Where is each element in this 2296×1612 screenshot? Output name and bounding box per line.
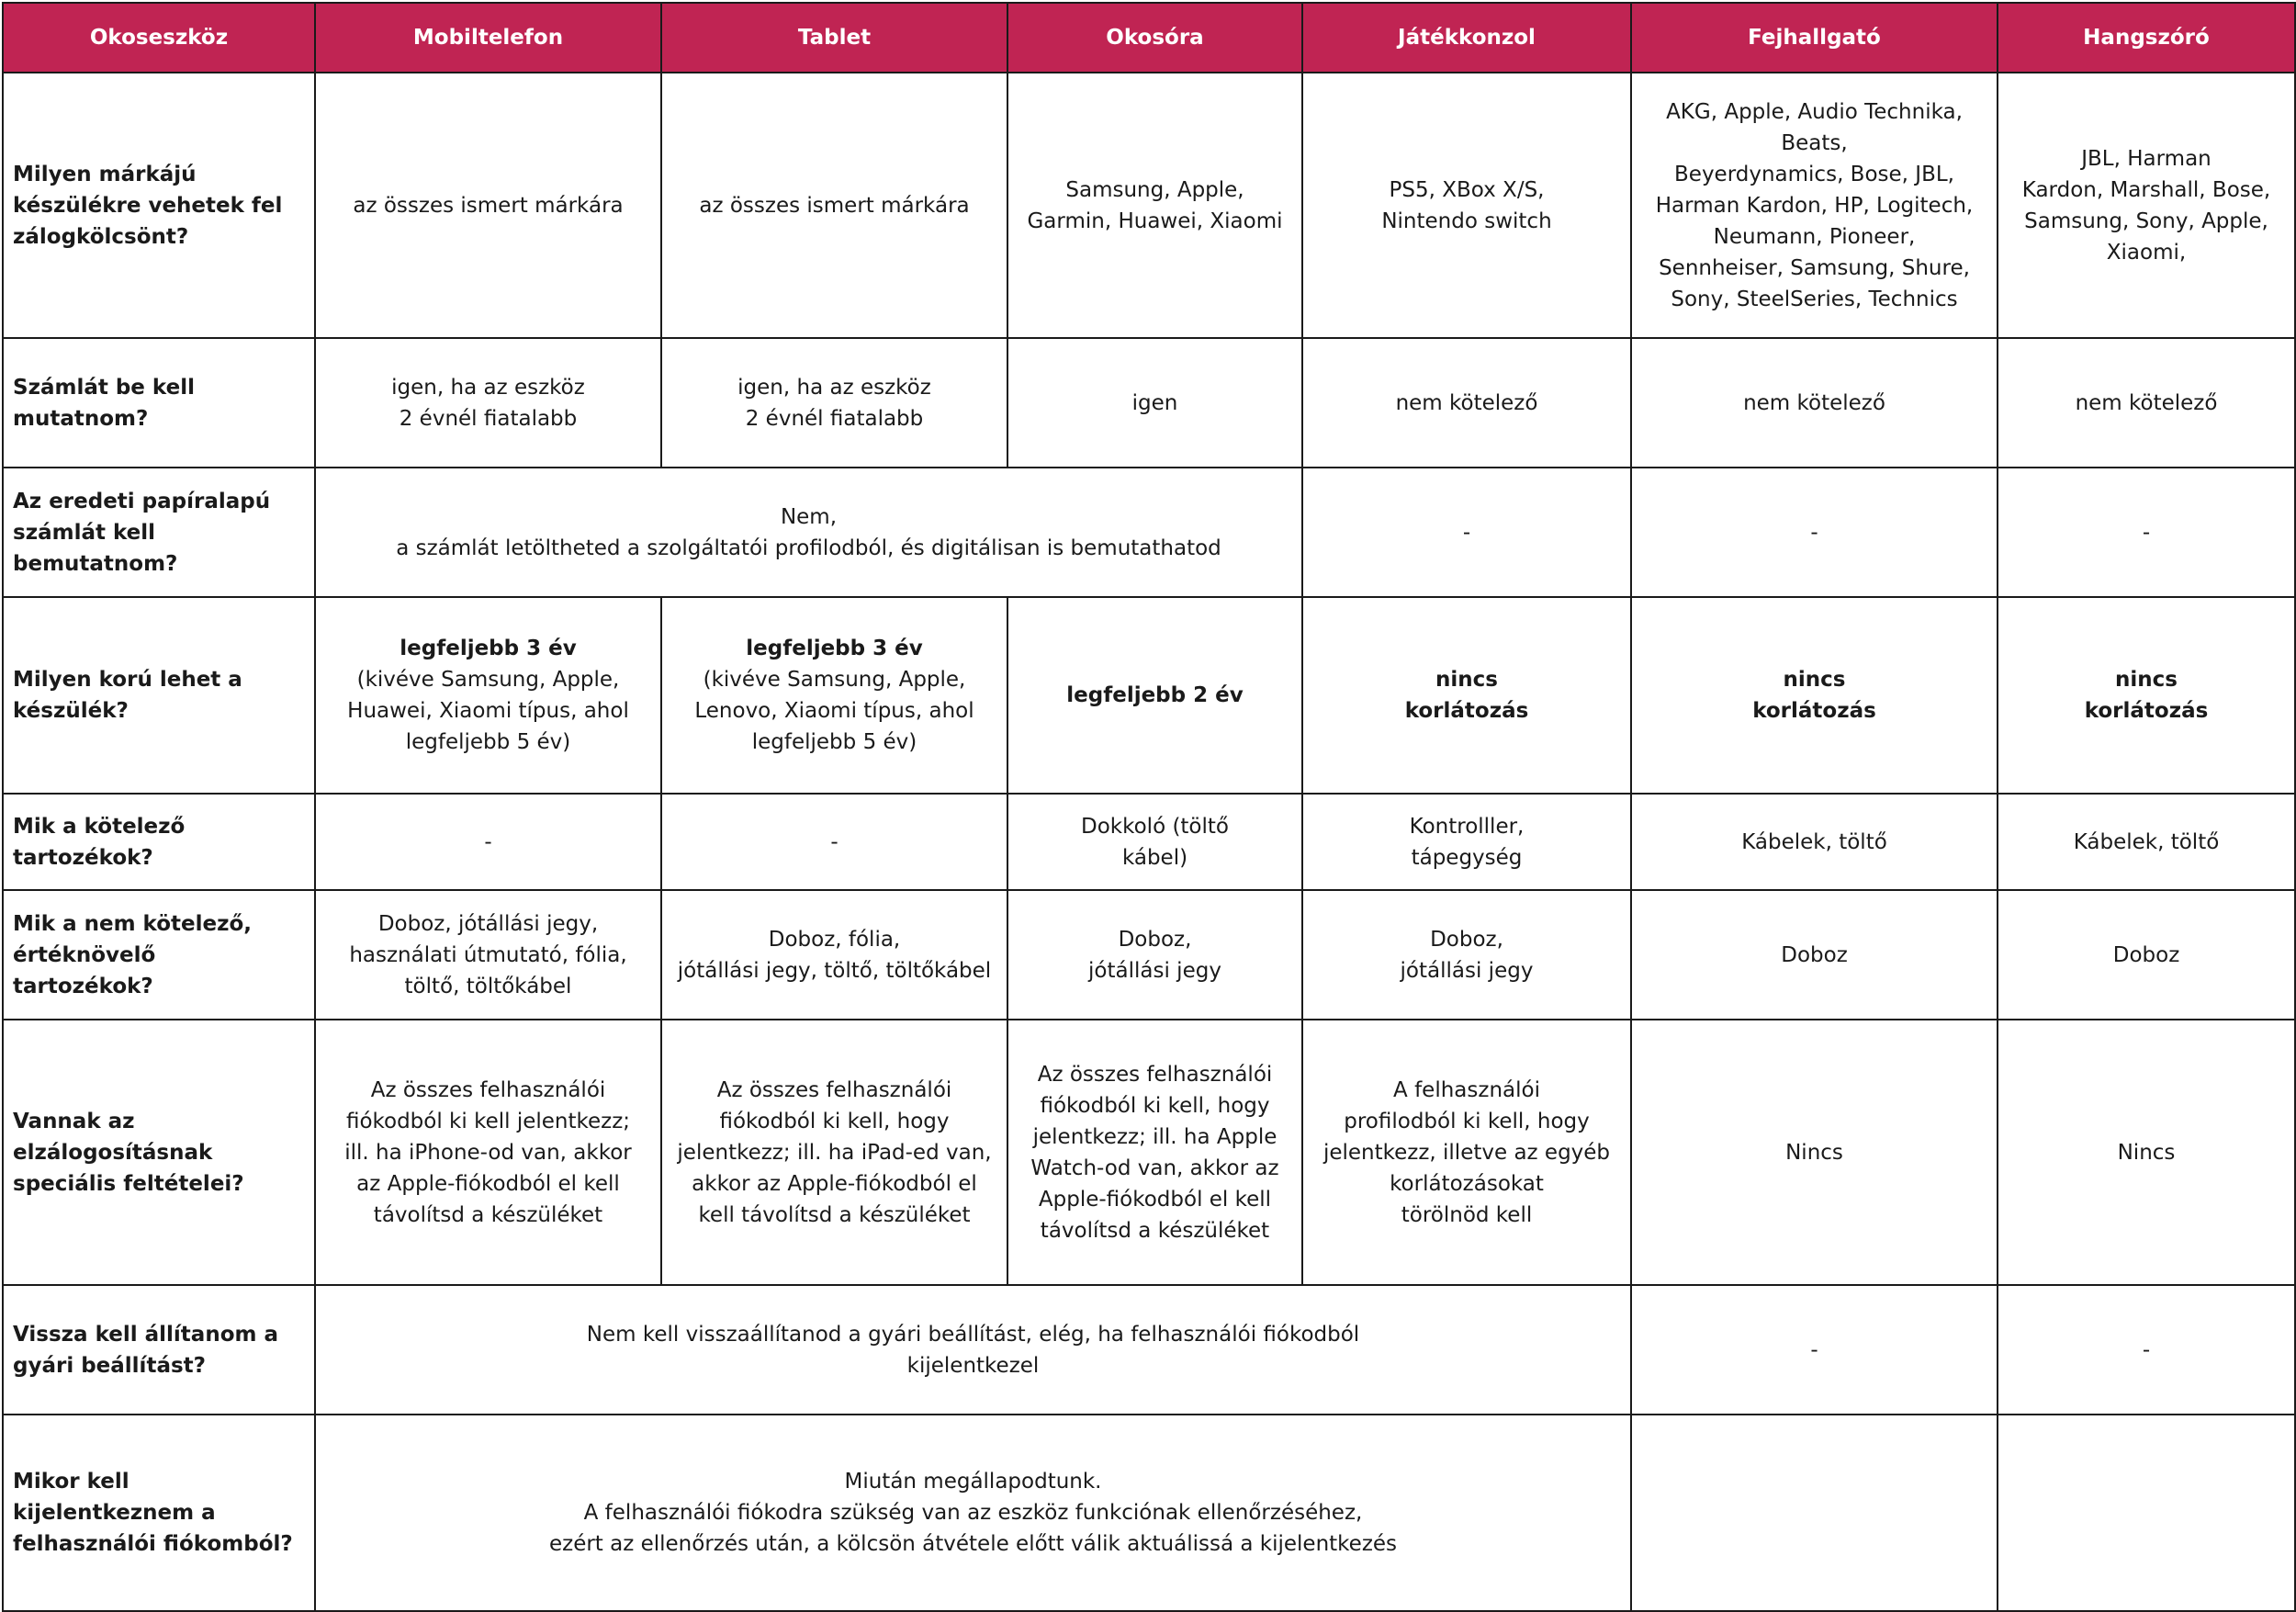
text-line: Milyen korú lehet a bbox=[13, 668, 242, 692]
pawn-conditions-table bbox=[2, 2, 2296, 1612]
text-line: Harman Kardon, HP, Logitech, bbox=[1655, 193, 1974, 218]
text-line: Watch-od van, akkor az bbox=[1030, 1155, 1279, 1180]
cell-age-mobile bbox=[315, 597, 661, 794]
cell-brands-headphone bbox=[1631, 73, 1998, 338]
text-line: mutatnom? bbox=[13, 406, 149, 431]
cell-age-console bbox=[1302, 597, 1631, 794]
text-line: tápegység bbox=[1411, 845, 1523, 870]
text-line: legfeljebb 2 év bbox=[1066, 683, 1244, 707]
text-line: nincs bbox=[2115, 668, 2178, 692]
age-tablet-exceptions bbox=[673, 664, 996, 758]
text-line: jelentkezz; ill. ha iPad-ed van, bbox=[677, 1140, 992, 1165]
text-line: Kábelek, töltő bbox=[2073, 829, 2220, 854]
text-line: (kivéve Samsung, Apple, bbox=[703, 668, 966, 692]
cell-factory-headphone bbox=[1631, 1285, 1998, 1415]
text-line: Huawei, Xiaomi típus, ahol bbox=[347, 699, 629, 723]
age-tablet-limit: legfeljebb 3 év bbox=[746, 637, 923, 660]
text-line: Az összes felhasználói bbox=[370, 1077, 606, 1102]
text-line: elzálogosításnak bbox=[13, 1140, 213, 1165]
cell-age-headphone bbox=[1631, 597, 1998, 794]
cell-optional-mobile bbox=[315, 890, 661, 1020]
cell-required-tablet bbox=[661, 794, 1007, 890]
text-line: fiókodból ki kell, hogy bbox=[719, 1109, 950, 1133]
text-line: Beyerdynamics, Bose, JBL, bbox=[1674, 162, 1954, 186]
text-line: Mik a nem kötelező, bbox=[13, 911, 253, 936]
text-line: Nintendo switch bbox=[1381, 209, 1552, 233]
cell-required-headphone bbox=[1631, 794, 1998, 890]
text-line: nem kötelező bbox=[1743, 390, 1885, 415]
row-age bbox=[3, 597, 2295, 794]
question-paper-invoice bbox=[3, 468, 315, 597]
cell-logout-merged bbox=[315, 1415, 1631, 1611]
cell-optional-headphone bbox=[1631, 890, 1998, 1020]
text-line: Mikor kell bbox=[13, 1470, 129, 1494]
text-line: jótállási jegy bbox=[1088, 958, 1221, 983]
text-line: Kardon, Marshall, Bose, bbox=[2021, 177, 2271, 202]
cell-paper-merged bbox=[315, 468, 1302, 597]
text-line: - bbox=[484, 829, 492, 854]
question-required-accessories bbox=[3, 794, 315, 890]
row-required-accessories bbox=[3, 794, 2295, 890]
text-line: az Apple-fiókodból el kell bbox=[356, 1171, 620, 1196]
text-line: JBL, Harman bbox=[2081, 146, 2212, 171]
text-line: AKG, Apple, Audio Technika, bbox=[1666, 99, 1963, 124]
text-line: távolítsd a készüléket bbox=[373, 1202, 603, 1227]
text-line: Nincs bbox=[1785, 1140, 1843, 1165]
cell-optional-speaker bbox=[1998, 890, 2295, 1020]
cell-special-watch bbox=[1007, 1020, 1302, 1285]
text-line: Doboz bbox=[1781, 942, 1848, 967]
cell-age-watch bbox=[1007, 597, 1302, 794]
question-special-conditions bbox=[3, 1020, 315, 1285]
text-line: korlátozás bbox=[1404, 699, 1529, 723]
header-watch: Okosóra bbox=[1007, 3, 1302, 73]
age-mobile-exceptions bbox=[327, 664, 649, 758]
row-paper-invoice bbox=[3, 468, 2295, 597]
text-line: Doboz, bbox=[1430, 927, 1503, 952]
cell-factory-merged bbox=[315, 1285, 1631, 1415]
text-line: gyári beállítást? bbox=[13, 1353, 206, 1378]
text-line: A felhasználói fiókodra szükség van az eszköz funkciónak ellenőrzéséhez, bbox=[583, 1501, 1363, 1525]
text-line: Mik a kötelező bbox=[13, 814, 186, 839]
header-device: Okoseszköz bbox=[3, 3, 315, 73]
cell-invoice-tablet bbox=[661, 338, 1007, 468]
cell-paper-speaker bbox=[1998, 468, 2295, 597]
text-line: akkor az Apple-fiókodból el bbox=[692, 1171, 977, 1196]
question-invoice bbox=[3, 338, 315, 468]
text-line: nincs bbox=[1783, 668, 1846, 692]
cell-special-tablet bbox=[661, 1020, 1007, 1285]
text-line: (kivéve Samsung, Apple, bbox=[356, 668, 620, 692]
cell-required-mobile bbox=[315, 794, 661, 890]
question-optional-accessories bbox=[3, 890, 315, 1020]
cell-logout-headphone bbox=[1631, 1415, 1998, 1611]
text-line: Doboz, bbox=[1118, 927, 1192, 952]
text-line: korlátozás bbox=[1752, 699, 1876, 723]
text-line: távolítsd a készüléket bbox=[1040, 1218, 1270, 1243]
cell-paper-console bbox=[1302, 468, 1631, 597]
text-line: korlátozás bbox=[2084, 699, 2209, 723]
text-line: Az összes felhasználói bbox=[1037, 1062, 1273, 1087]
row-invoice bbox=[3, 338, 2295, 468]
cell-invoice-speaker bbox=[1998, 338, 2295, 468]
text-line: nem kötelező bbox=[2075, 390, 2218, 415]
text-line: Garmin, Huawei, Xiaomi bbox=[1027, 209, 1283, 233]
cell-special-mobile bbox=[315, 1020, 661, 1285]
row-brands bbox=[3, 73, 2295, 338]
text-line: korlátozásokat bbox=[1390, 1171, 1544, 1196]
cell-brands-mobile bbox=[315, 73, 661, 338]
cell-special-console bbox=[1302, 1020, 1631, 1285]
text-line: Beats, bbox=[1781, 130, 1848, 155]
text-line: a számlát letöltheted a szolgáltatói profilodból, és digitálisan is bemutathatod bbox=[396, 535, 1221, 560]
cell-brands-watch bbox=[1007, 73, 1302, 338]
text-line: Doboz, jótállási jegy, bbox=[377, 911, 599, 936]
text-line: Az összes felhasználói bbox=[716, 1077, 952, 1102]
text-line: Miután megállapodtunk. bbox=[844, 1470, 1102, 1494]
text-line: Lenovo, Xiaomi típus, ahol bbox=[694, 699, 974, 723]
text-line: az összes ismert márkára bbox=[353, 193, 624, 218]
text-line: ill. ha iPhone-od van, akkor bbox=[344, 1140, 632, 1165]
text-line: Samsung, Apple, bbox=[1065, 177, 1244, 202]
text-line: fiókodból ki kell jelentkezz; bbox=[345, 1109, 631, 1133]
text-line: Nincs bbox=[2117, 1140, 2176, 1165]
text-line: Vannak az bbox=[13, 1109, 135, 1133]
text-line: igen bbox=[1131, 390, 1178, 415]
text-line: Neumann, Pioneer, bbox=[1713, 224, 1916, 249]
text-line: Számlát be kell bbox=[13, 375, 195, 400]
cell-invoice-watch bbox=[1007, 338, 1302, 468]
header-mobile: Mobiltelefon bbox=[315, 3, 661, 73]
text-line: számlát kell bbox=[13, 520, 156, 545]
text-line: - bbox=[2142, 1337, 2151, 1362]
cell-age-tablet bbox=[661, 597, 1007, 794]
text-line: törölnöd kell bbox=[1401, 1202, 1533, 1227]
text-line: tartozékok? bbox=[13, 845, 153, 870]
text-line: Dokkoló (töltő bbox=[1081, 814, 1229, 839]
cell-paper-headphone bbox=[1631, 468, 1998, 597]
text-line: Apple-fiókodból el kell bbox=[1038, 1187, 1272, 1212]
row-special-conditions bbox=[3, 1020, 2295, 1285]
row-optional-accessories bbox=[3, 890, 2295, 1020]
header-tablet: Tablet bbox=[661, 3, 1007, 73]
cell-logout-speaker bbox=[1998, 1415, 2295, 1611]
cell-brands-speaker bbox=[1998, 73, 2295, 338]
text-line: kábel) bbox=[1121, 845, 1188, 870]
cell-age-speaker bbox=[1998, 597, 2295, 794]
text-line: - bbox=[2142, 520, 2151, 545]
text-line: Doboz, fólia, bbox=[768, 927, 901, 952]
text-line: profilodból ki kell, hogy bbox=[1344, 1109, 1590, 1133]
cell-brands-console bbox=[1302, 73, 1631, 338]
cell-optional-watch bbox=[1007, 890, 1302, 1020]
text-line: jótállási jegy, töltő, töltőkábel bbox=[677, 958, 992, 983]
age-mobile-limit: legfeljebb 3 év bbox=[400, 637, 577, 660]
row-logout bbox=[3, 1415, 2295, 1611]
text-line: - bbox=[830, 829, 838, 854]
cell-optional-tablet bbox=[661, 890, 1007, 1020]
text-line: legfeljebb 5 év) bbox=[751, 730, 917, 754]
text-line: 2 évnél fiatalabb bbox=[745, 406, 924, 431]
text-line: ezért az ellenőrzés után, a kölcsön átvétele előtt válik aktuálissá a kijelentkezés bbox=[548, 1532, 1398, 1556]
text-line: kell távolítsd a készüléket bbox=[698, 1202, 971, 1227]
question-age bbox=[3, 597, 315, 794]
cell-optional-console bbox=[1302, 890, 1631, 1020]
question-logout bbox=[3, 1415, 315, 1611]
text-line: A felhasználói bbox=[1393, 1077, 1540, 1102]
cell-factory-speaker bbox=[1998, 1285, 2295, 1415]
cell-special-speaker bbox=[1998, 1020, 2295, 1285]
text-line: Sennheiser, Samsung, Shure, bbox=[1659, 255, 1970, 280]
text-line: Kábelek, töltő bbox=[1741, 829, 1887, 854]
text-line: PS5, XBox X/S, bbox=[1389, 177, 1545, 202]
text-line: legfeljebb 5 év) bbox=[405, 730, 571, 754]
text-line: használati útmutató, fólia, bbox=[349, 942, 627, 967]
text-line: Milyen márkájú bbox=[13, 162, 197, 186]
cell-required-speaker bbox=[1998, 794, 2295, 890]
text-line: Sony, SteelSeries, Technics bbox=[1671, 287, 1958, 311]
text-line: zálogkölcsönt? bbox=[13, 224, 189, 249]
text-line: készülék? bbox=[13, 699, 129, 723]
text-line: az összes ismert márkára bbox=[699, 193, 970, 218]
text-line: felhasználói fiókomból? bbox=[13, 1532, 293, 1556]
text-line: Nem kell visszaállítanod a gyári beállítást, elég, ha felhasználói fiókodból bbox=[586, 1322, 1360, 1347]
text-line: - bbox=[1462, 520, 1471, 545]
header-speaker: Hangszóró bbox=[1998, 3, 2295, 73]
text-line: fiókodból ki kell, hogy bbox=[1040, 1093, 1270, 1118]
cell-required-watch bbox=[1007, 794, 1302, 890]
text-line: Doboz bbox=[2112, 942, 2180, 967]
question-factory-reset bbox=[3, 1285, 315, 1415]
text-line: Nem, bbox=[780, 504, 838, 529]
text-line: bemutatnom? bbox=[13, 551, 178, 576]
text-line: 2 évnél fiatalabb bbox=[399, 406, 578, 431]
text-line: Vissza kell állítanom a bbox=[13, 1322, 278, 1347]
text-line: Samsung, Sony, Apple, bbox=[2024, 209, 2268, 233]
text-line: igen, ha az eszköz bbox=[737, 375, 931, 400]
text-line: igen, ha az eszköz bbox=[391, 375, 585, 400]
header-headphone: Fejhallgató bbox=[1631, 3, 1998, 73]
cell-invoice-headphone bbox=[1631, 338, 1998, 468]
cell-required-console bbox=[1302, 794, 1631, 890]
text-line: Kontrolller, bbox=[1409, 814, 1525, 839]
text-line: értéknövelő tartozékok? bbox=[13, 942, 156, 998]
cell-invoice-console bbox=[1302, 338, 1631, 468]
cell-special-headphone bbox=[1631, 1020, 1998, 1285]
text-line: nincs bbox=[1435, 668, 1498, 692]
text-line: Az eredeti papíralapú bbox=[13, 489, 271, 513]
cell-brands-tablet bbox=[661, 73, 1007, 338]
text-line: nem kötelező bbox=[1395, 390, 1538, 415]
cell-invoice-mobile bbox=[315, 338, 661, 468]
text-line: - bbox=[1810, 520, 1818, 545]
text-line: töltő, töltőkábel bbox=[404, 974, 572, 998]
text-line: jelentkezz, illetve az egyéb bbox=[1322, 1140, 1611, 1165]
text-line: kijelentkezel bbox=[906, 1353, 1040, 1378]
text-line: készülékre vehetek fel bbox=[13, 193, 283, 218]
text-line: jótállási jegy bbox=[1400, 958, 1534, 983]
text-line: jelentkezz; ill. ha Apple bbox=[1032, 1124, 1277, 1149]
text-line: - bbox=[1810, 1337, 1818, 1362]
row-factory-reset bbox=[3, 1285, 2295, 1415]
text-line: speciális feltételei? bbox=[13, 1171, 244, 1196]
header-row bbox=[3, 3, 2295, 73]
text-line: Xiaomi, bbox=[2106, 240, 2187, 265]
text-line: kijelentkeznem a bbox=[13, 1501, 216, 1525]
question-brands bbox=[3, 73, 315, 338]
header-console: Játékkonzol bbox=[1302, 3, 1631, 73]
